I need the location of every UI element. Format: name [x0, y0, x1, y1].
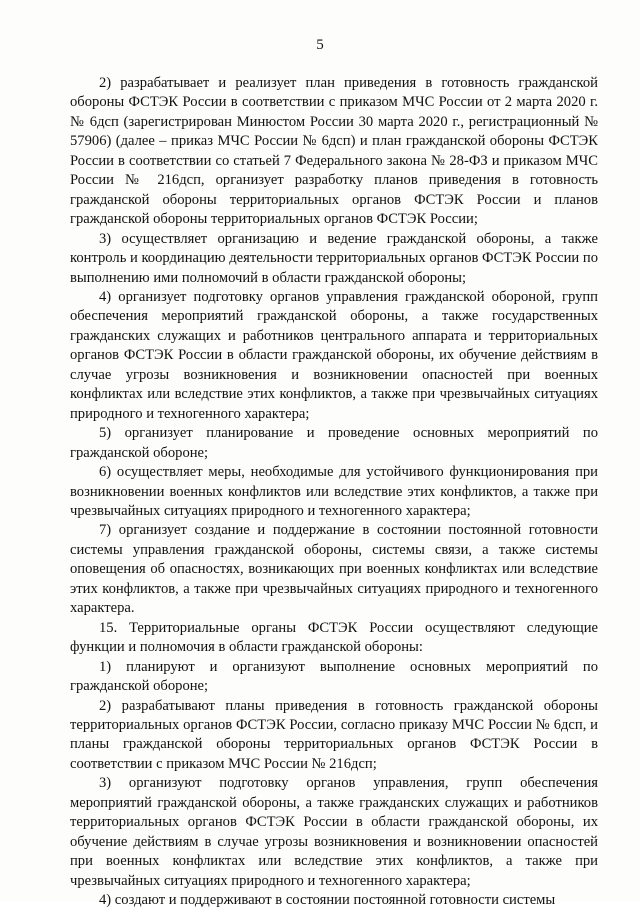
paragraph-item-2: 2) разрабатывает и реализует план приведения в готовность гражданской обороны ФСТЭК России в соответствии с приказом МЧС России от 2 марта 2020 г. № 6дсп (зарегистрирован Минюстом России 30 марта 2020 г., регистрационный № 57906) (далее – приказ МЧС России № 6дсп) и план гражданской обороны ФСТЭК России в соответствии со статьей 7 Федерального закона № 28-ФЗ и приказом МЧС России № 216дсп, организует разработку планов приведения в готовность гражданской обороны территориальных органов ФСТЭК России и планов гражданской обороны территориальных органов ФСТЭК России; [70, 75, 598, 228]
paragraph-15-item-3: 3) организуют подготовку органов управления, групп обеспечения мероприятий гражданской обороны, а также гражданских служащих и работников территориальных органов ФСТЭК России в области гражданской обороны, их обучение действиям в случае угрозы возникновения и возникновении опасностей при военных конфликтах или вследствие этих конфликтов, а также при чрезвычайных ситуациях природного и техногенного характера; [70, 775, 598, 889]
paragraph-item-7: 7) организует создание и поддержание в состоянии постоянной готовности системы управления гражданской обороны, системы связи, а также системы оповещения об опасностях, возникающих при военных конфликтах или вследствие этих конфликтов, а также при чрезвычайных ситуациях природного и техногенного характера. [70, 522, 598, 617]
paragraph-15-item-2: 2) разрабатывают планы приведения в готовность гражданской обороны территориальных органов ФСТЭК России, согласно приказу МЧС России № 6дсп, и планы гражданской обороны территориальных органов ФСТЭК России в соответствии с приказом МЧС России № 216дсп; [70, 697, 598, 772]
page-number: 5 [316, 37, 324, 53]
document-body [70, 74, 598, 910]
paragraph-item-6: 6) осуществляет меры, необходимые для устойчивого функционирования при возникновении военных конфликтов или вследствие этих конфликтов, а также при чрезвычайных ситуациях природного и техногенного характера; [70, 464, 598, 519]
paragraph-item-4: 4) организует подготовку органов управления гражданской обороной, групп обеспечения мероприятий гражданской обороны, а также государственных гражданских служащих и работников центрального аппарата и территориальных органов ФСТЭК России в области гражданской обороны, их обучение действиям в случае угрозы возникновения и возникновении опасностей при военных конфликтах или вследствие этих конфликтов, а также при чрезвычайных ситуациях природного и техногенного характера; [70, 288, 598, 422]
paragraph-15-item-4: 4) создают и поддерживают в состоянии постоянной готовности системы [99, 892, 556, 909]
paragraph-item-5: 5) организует планирование и проведение основных мероприятий по гражданской обороне; [70, 425, 598, 461]
paragraph-item-3: 3) осуществляет организацию и ведение гражданской обороны, а также контроль и координацию деятельности территориальных органов ФСТЭК России по выполнению ими полномочий в области гражданской обороны; [70, 230, 598, 286]
paragraph-15-item-1: 1) планируют и организуют выполнение основных мероприятий по гражданской обороне; [70, 658, 598, 695]
paragraph-section-15: 15. Территориальные органы ФСТЭК России осуществляют следующие функции и полномочия в области гражданской обороны: [70, 619, 598, 656]
